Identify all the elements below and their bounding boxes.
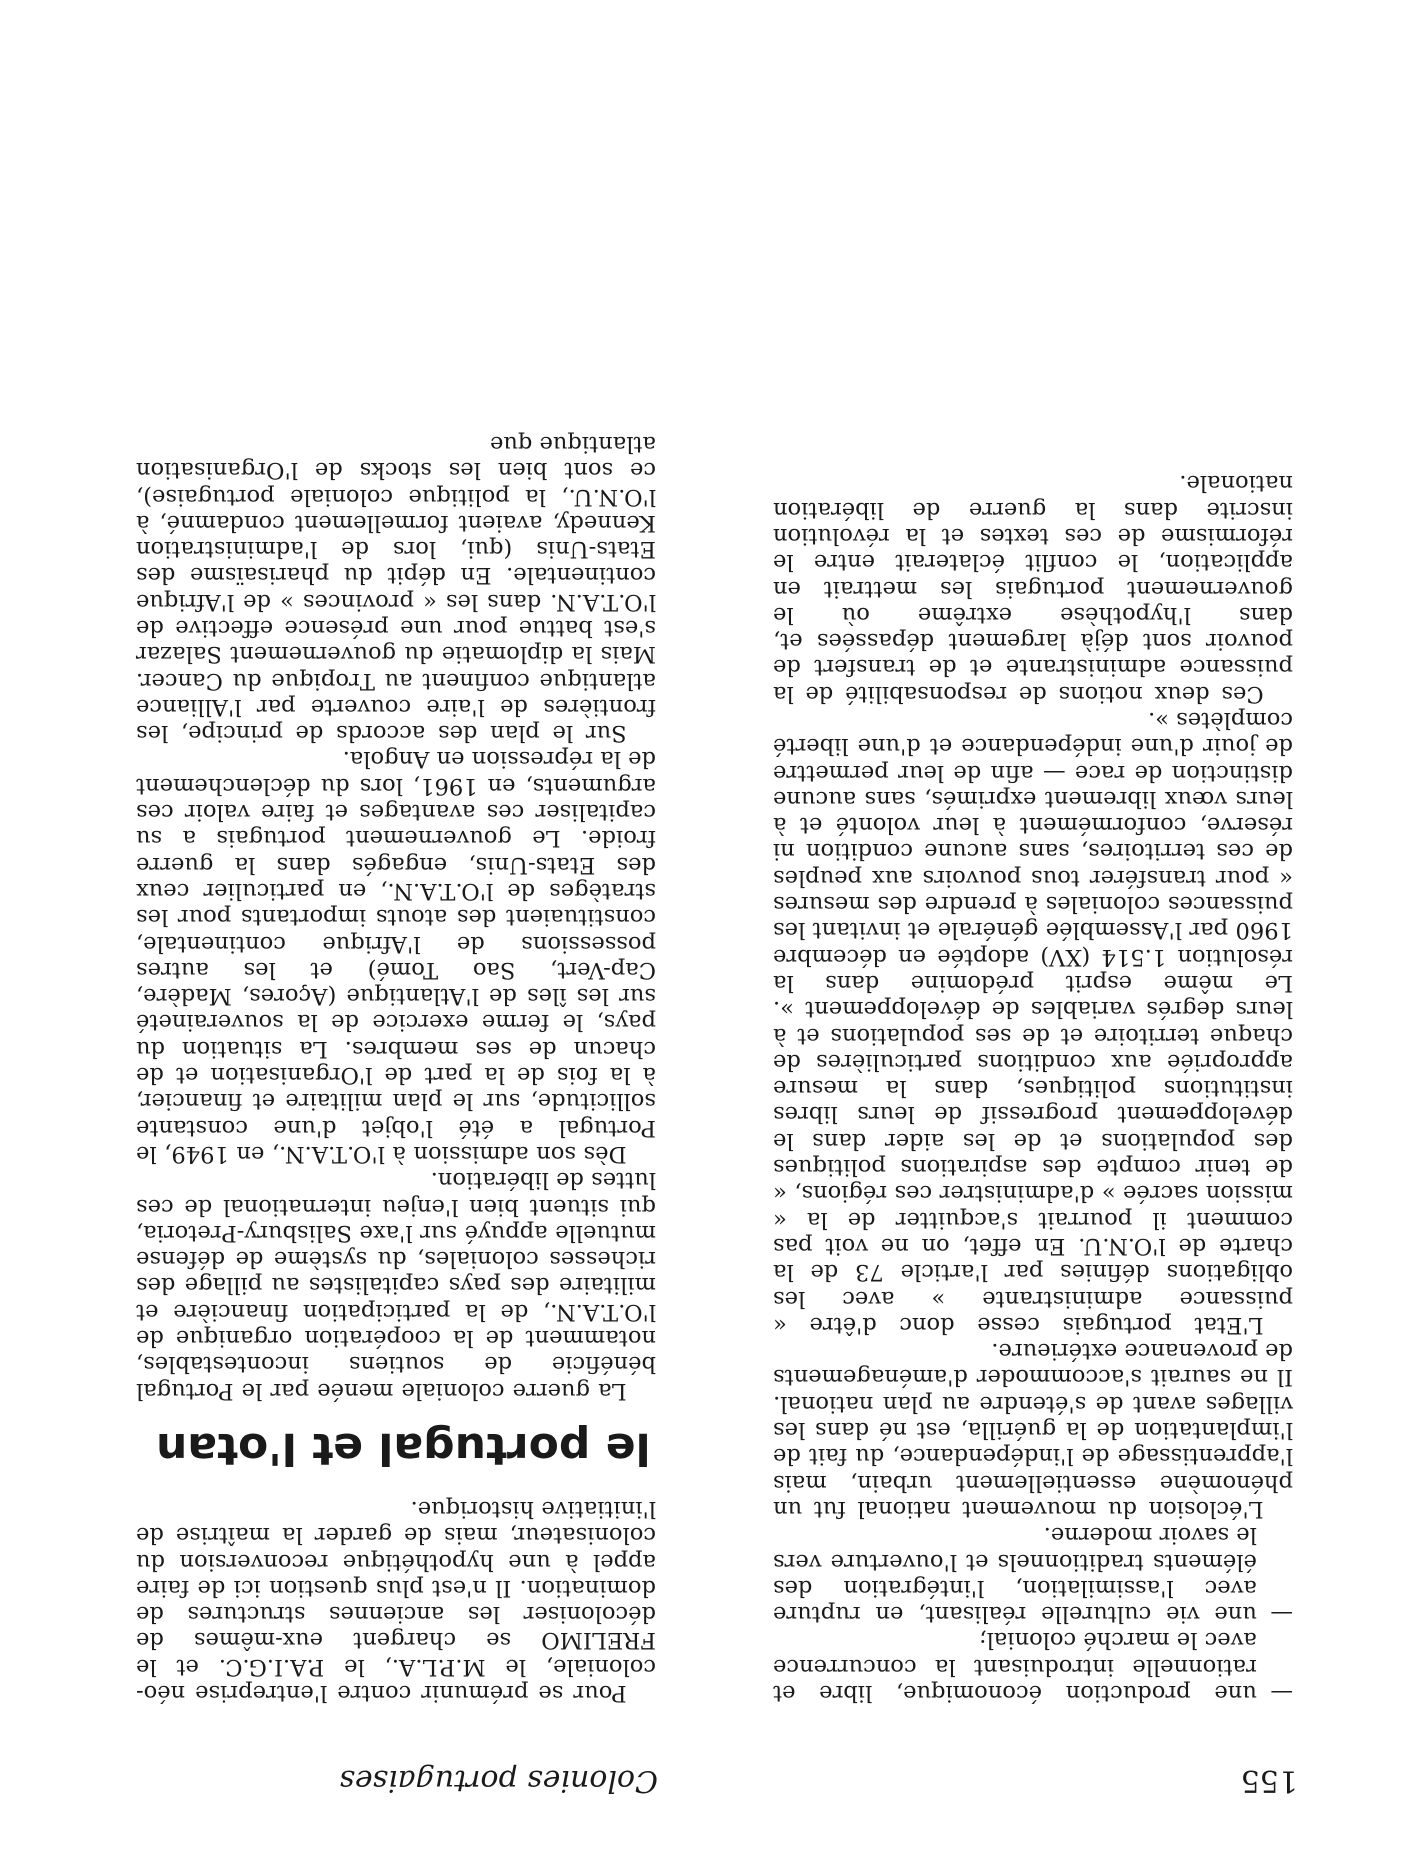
page-number: 155 (1240, 1763, 1298, 1798)
right-column (136, 431, 656, 1706)
paragraph: L'Etat portugais cesse donc d'être « puissance administrante » avec les obligations définies par l'article 73 de la charte de l'O.N.U. En effet, on ne voit pas comment il pourrait s'acquitter de la « mission sacrée » d'administrer ces régions, « de tenir compte des aspirations politiques des populations et de les aider dans le développement progressif de leurs libres institutions politiques, dans la mesure appropriée aux conditions particulières de chaque territoire et de ses populations et à leurs degrés variables de développement ». Le même esprit prédomine dans la résolution 1.514 (XV) adoptée en décembre 1960 par l'Assemblée générale et invitant les puissances coloniales à prendre des mesures « pour transférer tous pouvoirs aux peuples de ces territoires, sans aucune condition ni réserve, conformément à leur volonté et à leurs vœux librement exprimés, sans aucune distinction de race — afin de leur permettre de jouir d'une indépendance et d'une liberté complètes ». (773, 707, 1293, 1338)
list-item: — une production économique, libre et rationnelle introduisant la concurrence avec le marché colonial; (773, 1627, 1293, 1706)
left-column (773, 470, 1293, 1706)
page-header (118, 1760, 1298, 1800)
list-item: — une vie culturelle réalisant, en rupture avec l'assimilation, l'intégration des éléments traditionnels et l'ouverture vers le savoir moderne. (773, 1522, 1293, 1627)
paragraph: Dès son admission à l'O.T.A.N., en 1949, le Portugal a été l'objet d'une constante sollicitude, sur le plan militaire et financier, à la fois de la part de l'Organisation et de chacun de ses membres. La situation du pays, le ferme exercice de la souveraineté sur les îles de l'Atlantique (Açores, Madère, Cap-Vert, Sao Tomé) et les autres possessions de l'Afrique continentale, constituaient des atouts importants pour les stratèges de l'O.T.A.N., en particulier ceux des Etats-Unis, engagés dans la guerre froide. Le gouvernement portugais a su capitaliser ces avantages et faire valoir ces arguments, en 1961, lors du déclenchement de la répression en Angola. (136, 746, 656, 1167)
section-title: le portugal et l'otan (156, 1422, 651, 1474)
paragraph: Sur le plan des accords de principe, les frontières de l'aire couverte par l'Alliance atlantique confinent au Tropique du Cancer. Mais la diplomatie du gouvernement Salazar s'est battue pour une présence effective de l'O.T.A.N. dans les « provinces » de l'Afrique continentale. En dépit du pharisaïsme des Etats-Unis (qui, lors de l'administration Kennedy, avaient formellement condamné, à l'O.N.U., la politique coloniale portugaise), ce sont bien les stocks de l'Organisation atlantique que (136, 430, 656, 747)
paragraph: Pour se prémunir contre l'entreprise néo-coloniale, le M.P.L.A., le P.A.I.G.C. et le FRELIMO se chargent eux-mêmes de décoloniser les anciennes structures de domination. Il n'est plus question ici de faire appel à une hypothétique reconversion du colonisateur, mais de garder la maîtrise de l'initiative historique. (136, 1495, 656, 1706)
running-head: Colonies portugaises (339, 1763, 658, 1798)
paragraph: Ces deux notions de responsabilité de la puissance administrante et de transfert de pouvoir sont déjà largement dépassées et, dans l'hypothèse extrême où le gouvernement portugais les mettrait en application, le conflit éclaterait entre le réformisme de ces textes et la révolution inscrite dans la guerre de libération nationale. (773, 470, 1293, 707)
paragraph: La guerre coloniale menée par le Portugal bénéficie de soutiens incontestables, notamment de la coopération organique de l'O.T.A.N., de la participation financière et militaire des pays capitalistes au pillage des richesses coloniales, du système de défense mutuelle appuyé sur l'axe Salisbury-Pretoria, qui situent bien l'enjeu international de ces luttes de libération. (136, 1167, 656, 1404)
paragraph: L'éclosion du mouvement national fut un phénomène essentiellement urbain, mais l'apprentissage de l'indépendance, du fait de l'implantation de la guérilla, est né dans les villages avant de s'étendre au plan national. Il ne saurait s'accommoder d'aménagements de provenance extérieure. (773, 1338, 1293, 1522)
